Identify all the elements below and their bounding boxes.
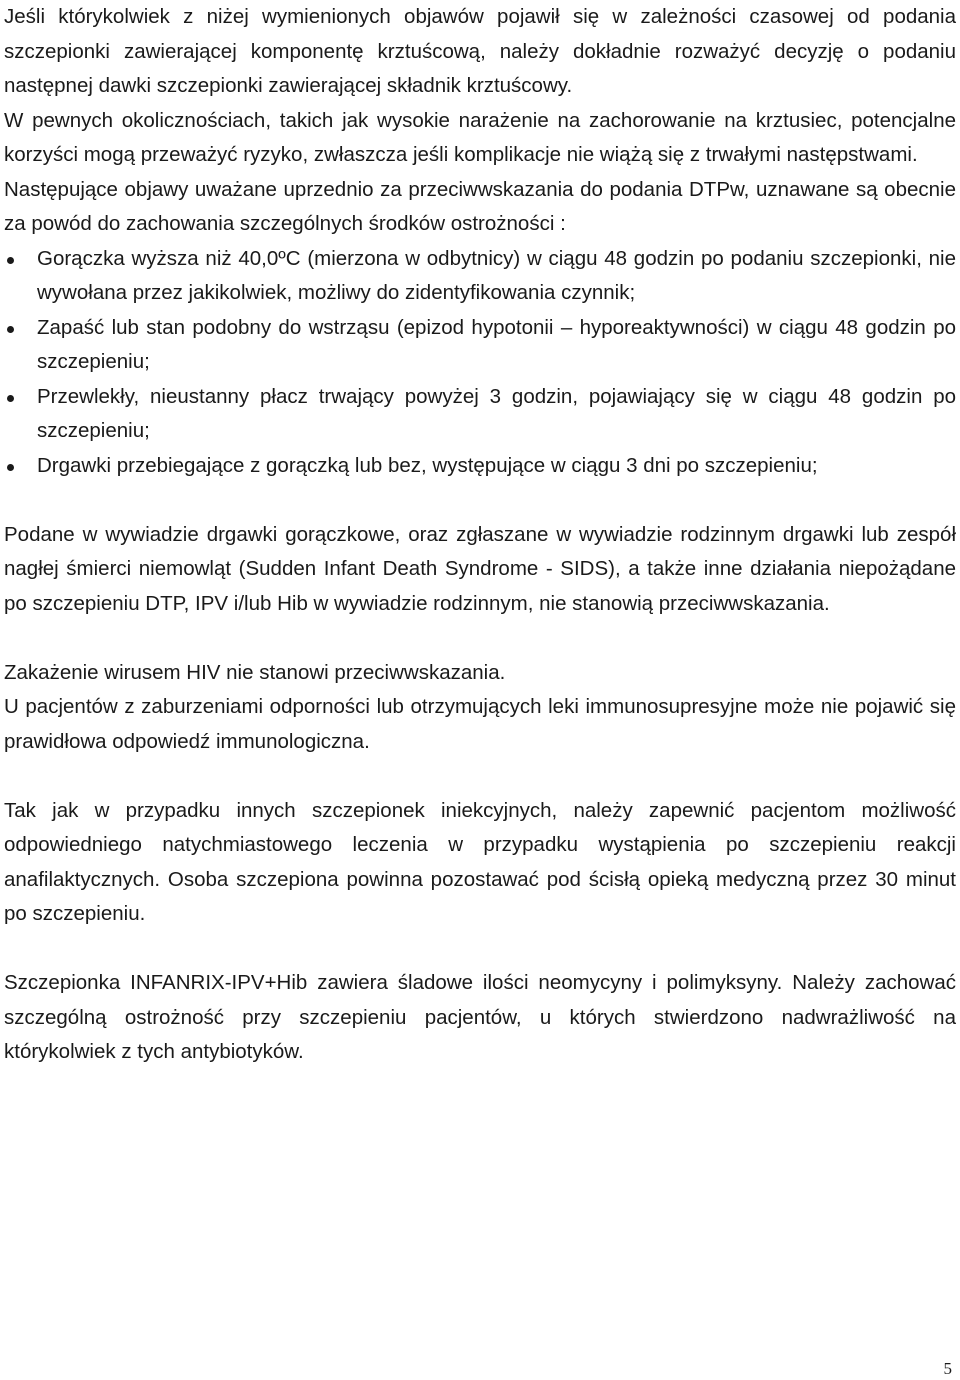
bullet-icon	[7, 464, 14, 471]
paragraph-sids: Podane w wywiadzie drgawki gorączkowe, oraz zgłaszane w wywiadzie rodzinnym drgawki lub zespół nagłej śmierci niemowląt (Sudden Infant Death Syndrome - SIDS), a także inne działania niepożądane po szczepieniu DTP, IPV i/lub Hib w wywiadzie rodzinnym, nie stanowią przeciwwskazania.	[4, 522, 956, 615]
list-item-text: Zapaść lub stan podobny do wstrząsu (epizod hypotonii – hyporeaktywności) w ciągu 48 godzin po szczepieniu;	[37, 315, 956, 373]
bullet-icon	[7, 326, 14, 333]
paragraph-hiv: Zakażenie wirusem HIV nie stanowi przeciwwskazania.	[4, 660, 506, 684]
paragraph-immunosuppression: U pacjentów z zaburzeniami odporności lub otrzymujących leki immunosupresyjne może nie pojawić się prawidłowa odpowiedź immunologiczna.	[4, 695, 956, 753]
paragraph-anaphylaxis: Tak jak w przypadku innych szczepionek iniekcyjnych, należy zapewnić pacjentom możliwość odpowiedniego natychmiastowego leczenia w przypadku wystąpienia po szczepieniu reakcji anafilaktycznych. Osoba szczepiona powinna pozostawać pod ścisłą opieką medyczną przez 30 minut po szczepieniu.	[4, 798, 956, 925]
paragraph-neomycin: Szczepionka INFANRIX-IPV+Hib zawiera śladowe ilości neomycyny i polimyksyny. Należy zachować szczególną ostrożność przy szczepieniu pacjentów, u których stwierdzono nadwrażliwość na którykolwiek z tych antybiotyków.	[4, 971, 956, 1063]
page-number: 5	[943, 1359, 952, 1378]
list-item	[4, 311, 956, 380]
precautions-list	[4, 242, 956, 484]
spacer	[4, 759, 956, 794]
list-item-text: Drgawki przebiegające z gorączką lub bez, występujące w ciągu 3 dni po szczepieniu;	[37, 453, 818, 477]
list-item	[4, 380, 956, 449]
bullet-icon	[7, 257, 14, 264]
list-item	[4, 242, 956, 311]
bullet-icon	[7, 395, 14, 402]
list-item-text: Gorączka wyższa niż 40,0ºC (mierzona w odbytnicy) w ciągu 48 godzin po podaniu szczepionki, nie wywołana przez jakikolwiek, możliwy do zidentyfikowania czynnik;	[37, 246, 956, 304]
paragraph-benefit-risk: W pewnych okolicznościach, takich jak wysokie narażenie na zachorowanie na krztusiec, potencjalne korzyści mogą przeważyć ryzyko, zwłaszcza jeśli komplikacje nie wiążą się z trwałymi następstwami.	[4, 108, 956, 166]
spacer	[4, 483, 956, 518]
spacer	[4, 621, 956, 656]
spacer	[4, 932, 956, 967]
document-page	[4, 0, 956, 1070]
list-item	[4, 449, 956, 484]
list-item-text: Przewlekły, nieustanny płacz trwający powyżej 3 godzin, pojawiający się w ciągu 48 godzin po szczepieniu;	[37, 384, 956, 442]
paragraph-precautions-intro: Następujące objawy uważane uprzednio za przeciwwskazania do podania DTPw, uznawane są obecnie za powód do zachowania szczególnych środków ostrożności :	[4, 177, 956, 235]
paragraph-pertussis-consideration: Jeśli którykolwiek z niżej wymienionych objawów pojawił się w zależności czasowej od podania szczepionki zawierającej komponentę krztuścową, należy dokładnie rozważyć decyzję o podaniu następnej dawki szczepionki zawierającej składnik krztuścowy.	[4, 5, 956, 97]
